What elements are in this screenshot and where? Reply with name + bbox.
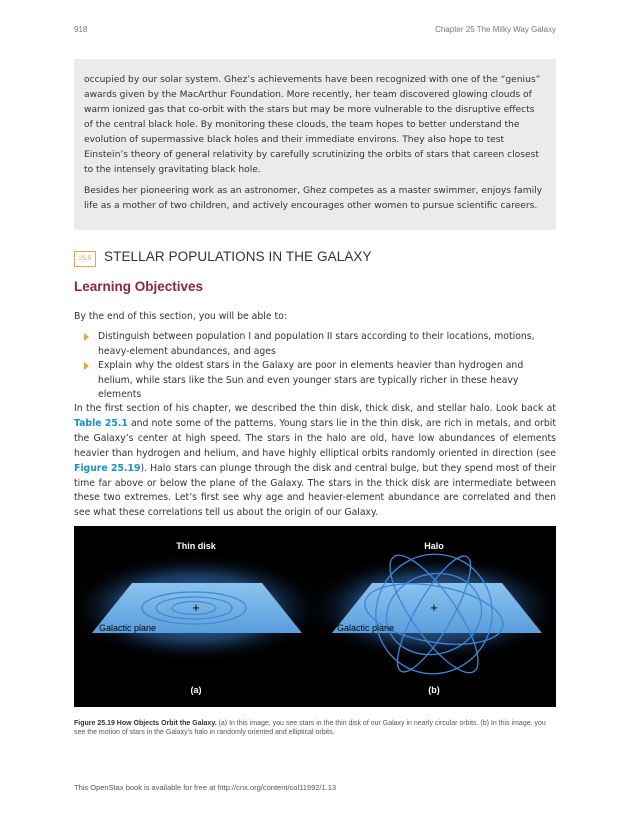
list-item bbox=[82, 359, 556, 403]
objective-text: Distinguish between population I and population II stars according to their locations, motions, heavy-element abundances, and ages bbox=[98, 331, 535, 357]
plane-label-b: Galactic plane bbox=[337, 623, 395, 633]
triangle-bullet-icon bbox=[84, 362, 89, 370]
learning-objectives-intro: By the end of this section, you will be able to: bbox=[74, 311, 287, 322]
body-paragraph bbox=[74, 402, 556, 521]
objectives-list bbox=[82, 330, 556, 403]
body-text: ). Halo stars can plunge through the disk and central bulge, but they spend most of their time far above or below the plane of the Galaxy. The stars in the thick disk are intermediate between these two extremes. Let’s first see why age and heavier-element abundance are correlated and then see what these correlations tell us about the origin of our Galaxy. bbox=[74, 462, 556, 519]
figure-orbits bbox=[74, 526, 556, 707]
figure-link[interactable]: Figure 25.19 bbox=[74, 462, 141, 474]
table-link[interactable]: Table 25.1 bbox=[74, 417, 128, 429]
center-mark-a: + bbox=[192, 600, 200, 615]
caption-label: Figure 25.19 How Objects Orbit the Galaxy. bbox=[74, 720, 217, 727]
center-mark-b: + bbox=[430, 600, 438, 615]
footer-text: This OpenStax book is available for free at http://cnx.org/content/col11992/1.13 bbox=[74, 783, 337, 792]
orbit-illustration bbox=[74, 526, 556, 707]
section-number-badge: 25.5 bbox=[74, 251, 96, 267]
panel-b-label: (b) bbox=[428, 685, 440, 695]
learning-objectives-title: Learning Objectives bbox=[74, 279, 204, 294]
chapter-title: Chapter 25 The Milky Way Galaxy bbox=[435, 25, 556, 34]
body-text: In the first section of his chapter, we described the thin disk, thick disk, and stellar halo. Look back at bbox=[74, 403, 556, 414]
panel-a-label: (a) bbox=[190, 685, 202, 695]
caption-text: (a) In this image, you see stars in the thin disk of our Galaxy in nearly circular orbits. (b) In this image, you see the motion of stars in the Galaxy’s halo in randomly oriented and elliptical orbits. bbox=[74, 720, 546, 737]
panel-b-title: Halo bbox=[424, 541, 444, 551]
figure-caption bbox=[74, 719, 556, 737]
feature-paragraph-2: Besides her pioneering work as an astronomer, Ghez competes as a master swimmer, enjoys family life as a mother of two children, and actively encourages other women to pursue scientific careers. bbox=[84, 186, 543, 211]
body-text: and note some of the patterns. Young stars lie in the thin disk, are rich in metals, and orbit the Galaxy’s center at high speed. The stars in the halo are old, have low abundances of elements heavier than hydrogen and helium, and have highly elliptical orbits randomly oriented in direction (see bbox=[74, 417, 556, 459]
feature-paragraph-1: occupied by our solar system. Ghez’s achievements have been recognized with one of the “genius” awards given by the MacArthur Foundation. More recently, her team discovered glowing clouds of warm ionized gas that co-orbit with the stars but may be more vulnerable to the disruptive effects of the central black hole. By monitoring these clouds, the team hopes to better understand the evolution of supermassive black holes and their immediate environs. They also hope to test Einstein’s theory of general relativity by carefully scrutinizing the orbits of stars that careen closest to the intensely gravitating black hole. bbox=[84, 75, 541, 175]
page-number: 918 bbox=[74, 25, 88, 34]
feature-box bbox=[74, 59, 556, 230]
objective-text: Explain why the oldest stars in the Galaxy are poor in elements heavier than hydrogen and helium, while stars like the Sun and even younger stars are typically richer in these heavy elements bbox=[98, 360, 524, 400]
plane-label-a: Galactic plane bbox=[99, 623, 157, 633]
list-item bbox=[82, 330, 556, 359]
triangle-bullet-icon bbox=[84, 333, 89, 341]
section-title: STELLAR POPULATIONS IN THE GALAXY bbox=[104, 249, 372, 264]
panel-a-title: Thin disk bbox=[176, 541, 216, 551]
